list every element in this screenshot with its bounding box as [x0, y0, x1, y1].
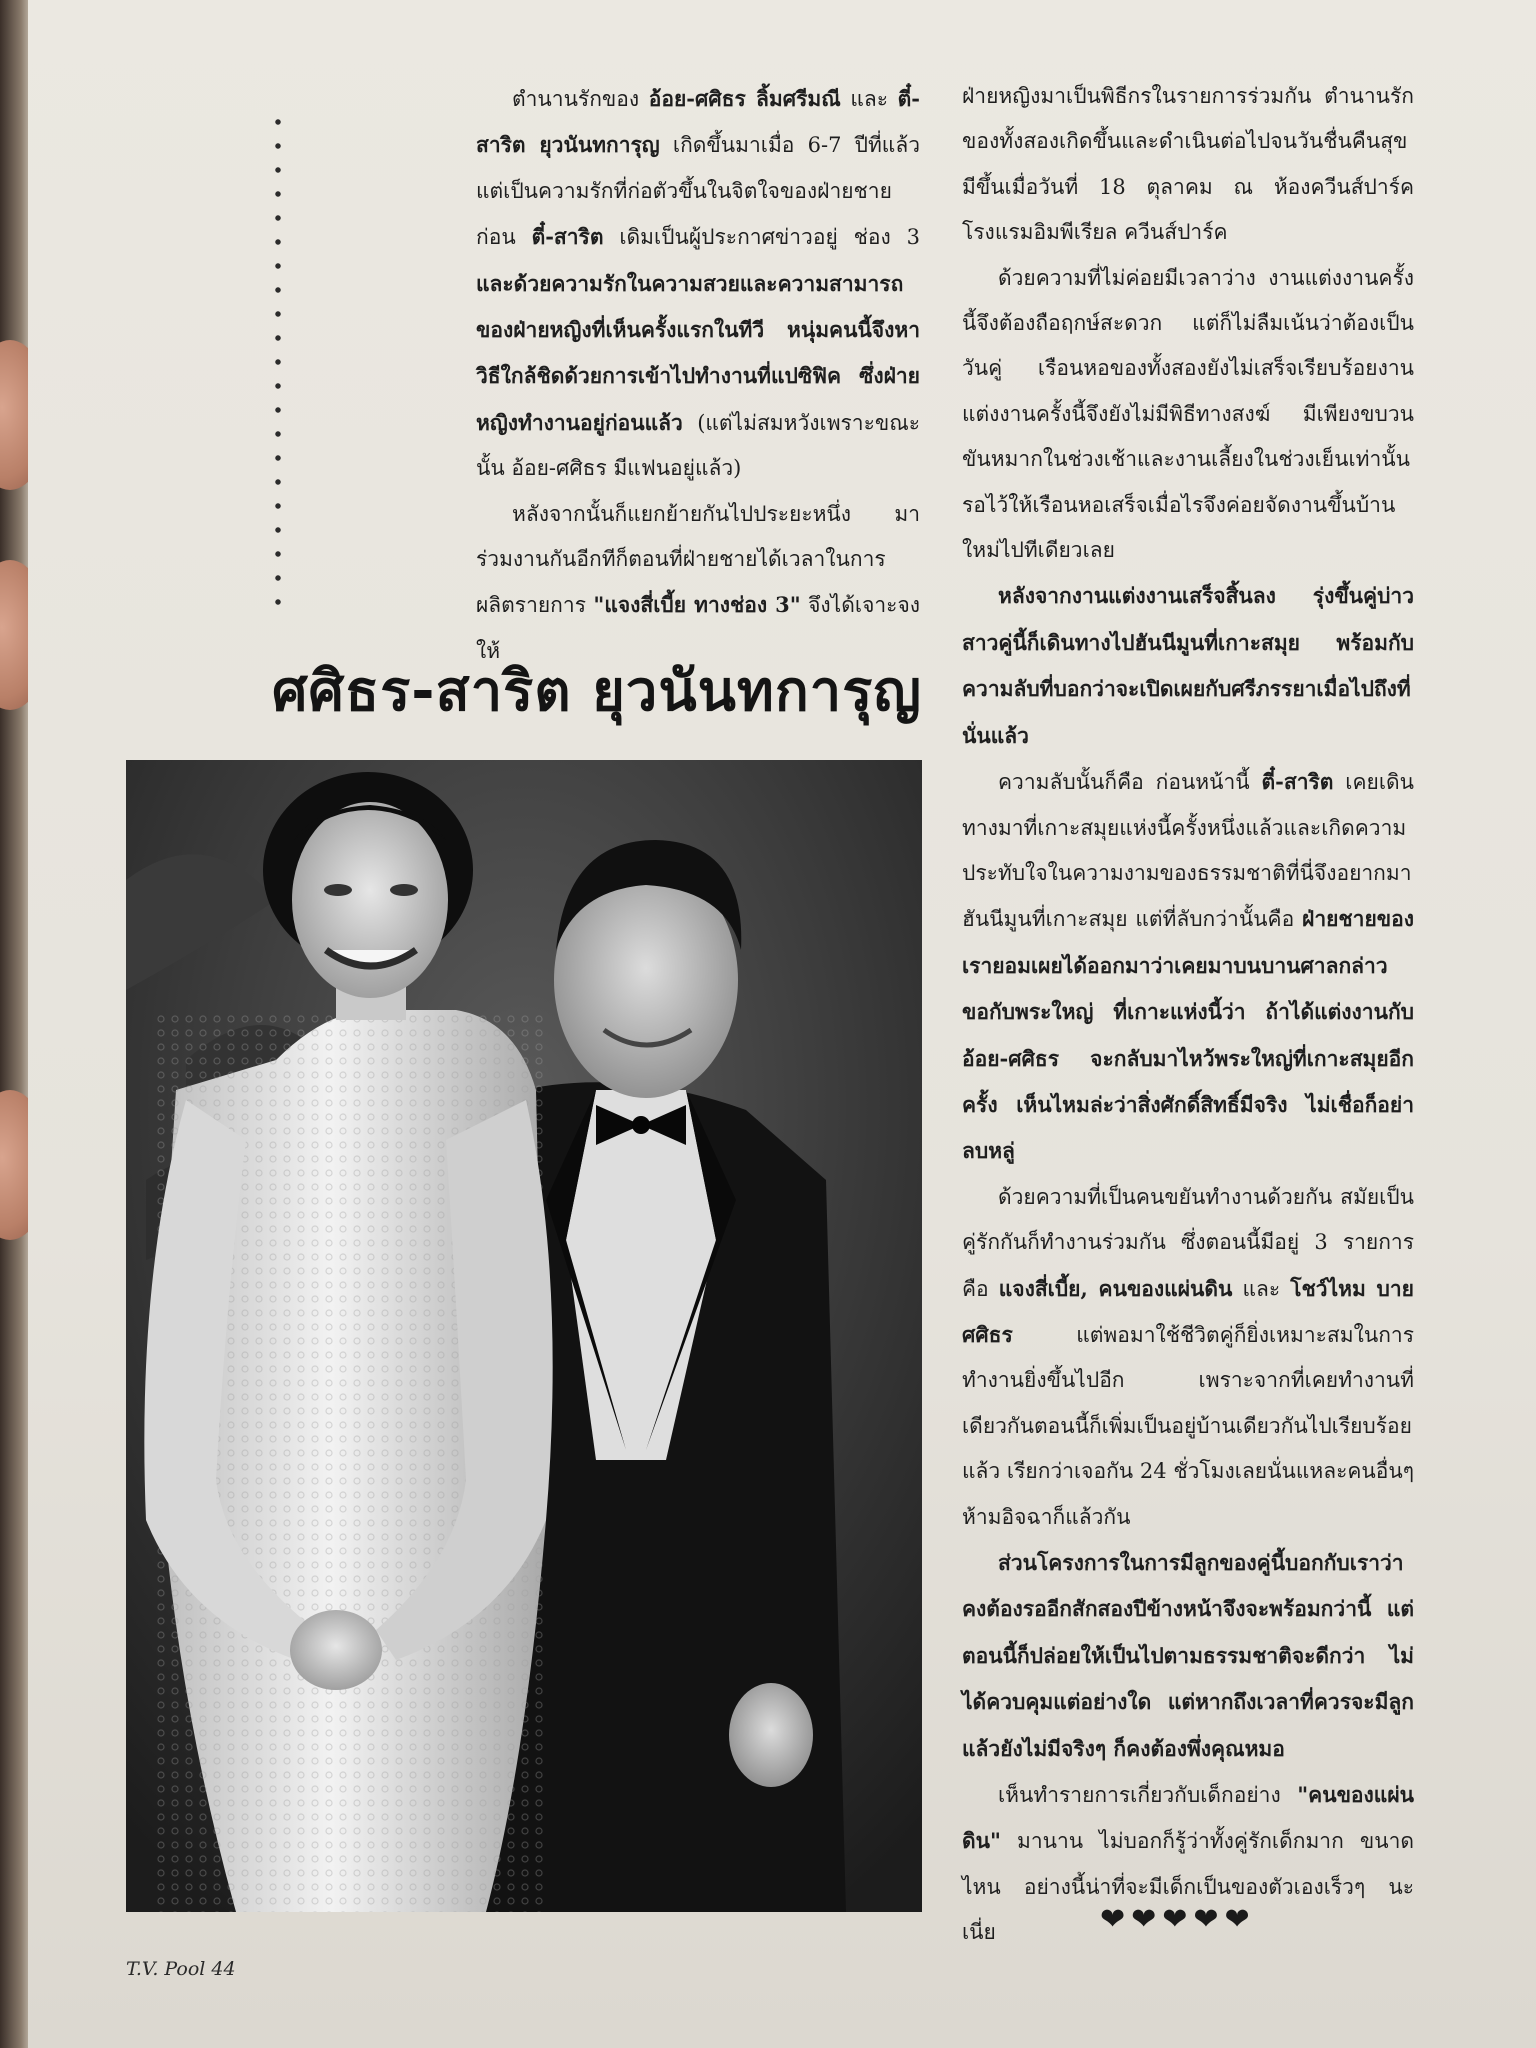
- paragraph: ความลับนั้นก็คือ ก่อนหน้านี้ ตี๋-สาริต เคยเดินทางมาที่เกาะสมุยแห่งนี้ครั้งหนึ่งแล้วและเกิดความประทับใจในความงามของธรรมชาติที่นี่จึงอยากมาฮันนีมูนที่เกาะสมุย แต่ที่ลับกว่านั้นคือ ฝ่ายชายของเรายอมเผยได้ออกมาว่าเคยมาบนบานศาลกล่าวขอกับพระใหญ่ ที่เกาะแห่งนี้ว่า ถ้าได้แต่งงานกับ อ้อย-ศศิธร จะกลับมาไหว้พระใหญ่ที่เกาะสมุยอีกครั้ง เห็นไหมล่ะว่าสิ่งศักดิ์สิทธิ์มีจริง ไม่เชื่อก็อย่าลบหลู่: [962, 769, 1414, 1164]
- right-column-text: [962, 74, 1414, 1956]
- paragraph: หลังจากงานแต่งงานเสร็จสิ้นลง รุ่งขึ้นคู่บ่าวสาวคู่นี้ก็เดินทางไปฮันนีมูนที่เกาะสมุย พร้อมกับความลับที่บอกว่าจะเปิดเผยกับศรีภรรยาเมื่อไปถึงที่นั่นแล้ว: [962, 583, 1414, 748]
- heart-ornament: ❤❤❤❤❤: [1100, 1902, 1256, 1937]
- page-binding: [0, 0, 30, 2048]
- left-column-text: [476, 76, 920, 674]
- paragraph: ฝ่ายหญิงมาเป็นพิธีกรในรายการร่วมกัน ตำนานรักของทั้งสองเกิดขึ้นและดำเนินต่อไปจนวันชื่นคืนสุขมีขึ้นเมื่อวันที่ 18 ตุลาคม ณ ห้องควีนส์ปาร์ค โรงแรมอิมพีเรียล ควีนส์ปาร์ค: [962, 84, 1414, 245]
- paragraph: ด้วยความที่ไม่ค่อยมีเวลาว่าง งานแต่งงานครั้งนี้จึงต้องถือฤกษ์สะดวก แต่ก็ไม่ลืมเน้นว่าต้องเป็นวันคู่ เรือนหอของทั้งสองยังไม่เสร็จเรียบร้อยงานแต่งงานครั้งนี้จึงยังไม่มีพิธีทางสงฆ์ มีเพียงขบวนขันหมากในช่วงเช้าและงานเลี้ยงในช่วงเย็นเท่านั้น รอไว้ให้เรือนหอเสร็จเมื่อไรจึงค่อยจัดงานขึ้นบ้านใหม่ไปทีเดียวเลย: [962, 265, 1414, 563]
- paragraph: หลังจากนั้นก็แยกย้ายกันไปประยะหนึ่ง มาร่วมงานกันอีกทีก็ตอนที่ฝ่ายชายได้เวลาในการผลิตรายการ "แจงสี่เบี้ย ทางช่อง 3" จึงได้เจาะจงให้: [476, 501, 920, 663]
- page-footer: T.V. Pool 44: [126, 1958, 236, 1980]
- paragraph: ส่วนโครงการในการมีลูกของคู่นี้บอกกับเราว่าคงต้องรออีกสักสองปีข้างหน้าจึงจะพร้อมกว่านี้ แต่ตอนนี้ก็ปล่อยให้เป็นไปตามธรรมชาติจะดีกว่า ไม่ได้ควบคุมแต่อย่างใด แต่หากถึงเวลาที่ควรจะมีลูกแล้วยังไม่มีจริงๆ ก็คงต้องพึ่งคุณหมอ: [962, 1550, 1414, 1761]
- wedding-photo: [126, 760, 922, 1912]
- paragraph: เห็นทำรายการเกี่ยวกับเด็กอย่าง "คนของแผ่นดิน" มานาน ไม่บอกก็รู้ว่าทั้งคู่รักเด็กมาก ขนาดไหน อย่างนี้น่าที่จะมีเด็กเป็นของตัวเองเร็วๆ นะเนี่ย: [962, 1782, 1414, 1945]
- paragraph: ด้วยความที่เป็นคนขยันทำงานด้วยกัน สมัยเป็นคู่รักกันก็ทำงานร่วมกัน ซึ่งตอนนี้มีอยู่ 3 รายการคือ แจงสี่เบี้ย, คนของแผ่นดิน และ โชว์ไหม บายศศิธร แต่พอมาใช้ชีวิตคู่ก็ยิ่งเหมาะสมในการทำงานยิ่งขึ้นไปอีก เพราะจากที่เคยทำงานที่เดียวกันตอนนี้ก็เพิ่มเป็นอยู่บ้านเดียวกันไปเรียบร้อยแล้ว เรียกว่าเจอกัน 24 ชั่วโมงเลยนั่นแหละคนอื่นๆ ห้ามอิจฉาก็แล้วกัน: [962, 1184, 1414, 1529]
- article-headline: ศศิธร-สาริต ยุวนันทการุญ: [271, 659, 922, 724]
- paragraph: ตำนานรักของ อ้อย-ศศิธร ลิ้มศรีมณี และ ตี๋-สาริต ยุวนันทการุญ เกิดขึ้นมาเมื่อ 6-7 ปีที่แล้ว แต่เป็นความรักที่ก่อตัวขึ้นในจิตใจของฝ่ายชายก่อน ตี๋-สาริต เดิมเป็นผู้ประกาศข่าวอยู่ ช่อง 3 และด้วยความรักในความสวยและความสามารถของฝ่ายหญิงที่เห็นครั้งแรกในทีวี หนุ่มคนนี้จึงหาวิธีใกล้ชิดด้วยการเข้าไปทำงานที่แปซิฟิค ซึ่งฝ่ายหญิงทำงานอยู่ก่อนแล้ว (แต่ไม่สมหวังเพราะขณะนั้น อ้อย-ศศิธร มีแฟนอยู่แล้ว): [476, 86, 921, 481]
- dotted-divider: [274, 110, 282, 610]
